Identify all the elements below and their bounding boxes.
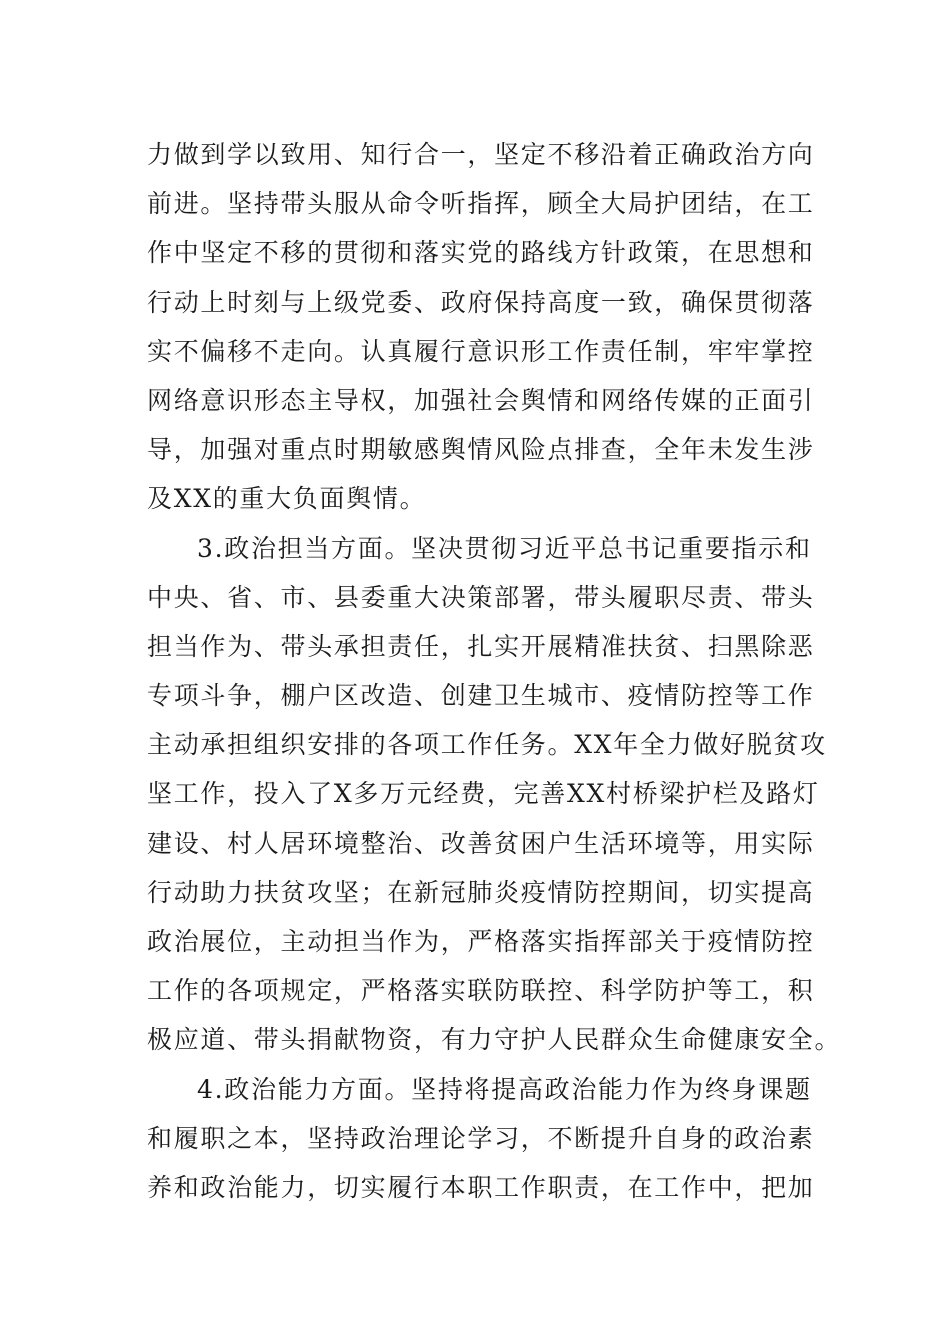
text-line: 行动上时刻与上级党委、政府保持高度一致，确保贯彻落 [147, 287, 815, 317]
text-line: 主动承担组织安排的各项工作任务。XX年全力做好脱贫攻 [147, 730, 827, 760]
text-line: 坚工作，投入了X多万元经费，完善XX村桥梁护栏及路灯 [147, 779, 820, 809]
text-line: 工作的各项规定，严格落实联防联控、科学防护等工，积 [147, 976, 815, 1006]
text-line: 前进。坚持带头服从命令听指挥，顾全大局护团结，在工 [147, 189, 815, 219]
text-line: 和履职之本，坚持政治理论学习，不断提升自身的政治素 [147, 1123, 815, 1153]
text-line: 担当作为、带头承担责任，扎实开展精准扶贫、扫黑除恶 [147, 631, 815, 661]
text-line: 力做到学以致用、知行合一，坚定不移沿着正确政治方向 [147, 140, 815, 169]
text-line: 极应道、带头捐献物资，有力守护人民群众生命健康安全。 [147, 1025, 842, 1055]
text-line: 实不偏移不走向。认真履行意识形工作责任制，牢牢掌控 [147, 336, 815, 366]
text-line: 行动助力扶贫攻坚；在新冠肺炎疫情防控期间，切实提高 [147, 877, 815, 907]
text-line: 及XX的重大负面舆情。 [147, 484, 427, 514]
text-line: 建设、村人居环境整治、改善贫困户生活环境等，用实际 [147, 828, 815, 858]
text-line: 网络意识形态主导权，加强社会舆情和网络传媒的正面引 [147, 385, 815, 415]
paragraph-3-first-line: 3.政治担当方面。坚决贯彻习近平总书记重要指示和 [197, 533, 812, 563]
document-body [147, 130, 842, 1212]
paragraph-4-first-line: 4.政治能力方面。坚持将提高政治能力作为终身课题 [197, 1074, 812, 1104]
text-line: 中央、省、市、县委重大决策部署，带头履职尽责、带头 [147, 582, 815, 612]
text-line: 导，加强对重点时期敏感舆情风险点排查，全年未发生涉 [147, 435, 815, 465]
text-line: 政治展位，主动担当作为，严格落实指挥部关于疫情防控 [147, 927, 815, 956]
text-line: 专项斗争，棚户区改造、创建卫生城市、疫情防控等工作 [147, 681, 815, 711]
text-line: 养和政治能力，切实履行本职工作职责，在工作中，把加 [147, 1172, 815, 1202]
text-line: 作中坚定不移的贯彻和落实党的路线方针政策，在思想和 [147, 238, 815, 268]
